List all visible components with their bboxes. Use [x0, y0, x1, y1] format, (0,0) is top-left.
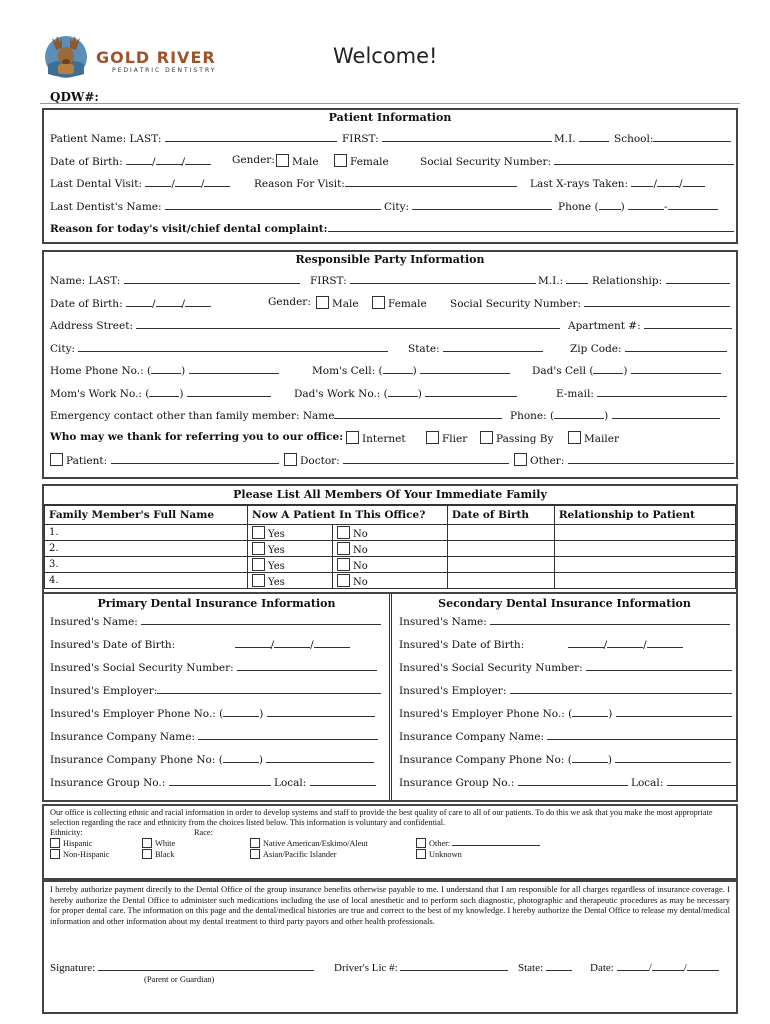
- rp-dob-field[interactable]: Date of Birth: / /: [50, 296, 211, 310]
- qdw-label: QDW#:: [50, 90, 99, 104]
- rp-email-field[interactable]: E-mail:: [556, 386, 727, 400]
- family-section-title: Please List All Members Of Your Immediate Family: [44, 486, 736, 505]
- rp-moms-work-field[interactable]: Mom's Work No.: ( ): [50, 386, 271, 400]
- secondary-company-phone-field[interactable]: Insurance Company Phone No: ( ): [393, 752, 736, 775]
- rp-dads-cell-field[interactable]: Dad's Cell ( ): [532, 363, 721, 377]
- moose-logo-icon: [42, 30, 90, 80]
- responsible-section-title: Responsible Party Information: [295, 253, 485, 266]
- primary-employer-phone-field[interactable]: Insured's Employer Phone No.: ( ): [44, 706, 389, 729]
- rp-dads-work-field[interactable]: Dad's Work No.: ( ): [294, 386, 517, 400]
- native-american-checkbox[interactable]: Native American/Eskimo/Aleut: [250, 838, 368, 848]
- unknown-checkbox[interactable]: Unknown: [416, 849, 462, 859]
- non-hispanic-checkbox[interactable]: Non-Hispanic: [50, 849, 110, 859]
- family-dob-cell[interactable]: [447, 573, 554, 589]
- asian-checkbox[interactable]: Asian/Pacific Islander: [250, 849, 337, 859]
- white-checkbox[interactable]: White: [142, 838, 175, 848]
- patient-ssn-field[interactable]: Social Security Number:: [420, 154, 734, 168]
- table-row: [45, 573, 736, 589]
- family-dob-cell[interactable]: [447, 525, 554, 541]
- referral-label: Who may we thank for referring you to our office:: [50, 430, 344, 443]
- patient-last-visit-field[interactable]: Last Dental Visit: / /: [50, 176, 230, 190]
- family-header-patient: Now A Patient In This Office?: [248, 506, 448, 525]
- rp-home-phone-field[interactable]: Home Phone No.: ( ): [50, 363, 279, 377]
- secondary-ssn-field[interactable]: Insured's Social Security Number:: [393, 660, 736, 683]
- referral-mailer-checkbox[interactable]: Mailer: [568, 431, 619, 445]
- rp-address-field[interactable]: Address Street:: [50, 318, 560, 332]
- primary-company-phone-field[interactable]: Insurance Company Phone No: ( ): [44, 752, 389, 775]
- rp-last-name-field[interactable]: Name: LAST:: [50, 273, 300, 287]
- referral-internet-checkbox[interactable]: Internet: [346, 431, 406, 445]
- sig-date-field[interactable]: Date: / /: [590, 960, 719, 974]
- secondary-name-field[interactable]: Insured's Name:: [393, 614, 736, 637]
- family-section: [42, 484, 738, 594]
- family-relationship-cell[interactable]: [554, 541, 735, 557]
- insurance-section: [42, 594, 738, 802]
- hispanic-checkbox[interactable]: Hispanic: [50, 838, 93, 848]
- table-row: [45, 525, 736, 541]
- rp-relationship-field[interactable]: Relationship:: [592, 273, 730, 287]
- secondary-employer-field[interactable]: Insured's Employer:: [393, 683, 736, 706]
- rp-emergency-field[interactable]: Emergency contact other than family member: Name: [50, 408, 502, 422]
- signature-field[interactable]: Signature:: [50, 960, 314, 974]
- family-table: [44, 505, 736, 589]
- patient-male-checkbox[interactable]: Male: [276, 154, 319, 168]
- referral-other-field[interactable]: Other:: [514, 453, 734, 467]
- family-yes-checkbox[interactable]: Yes: [248, 525, 333, 541]
- referral-passing-checkbox[interactable]: Passing By: [480, 431, 553, 445]
- brand-name: GOLD RIVER: [96, 48, 216, 67]
- family-no-checkbox[interactable]: No: [333, 525, 448, 541]
- family-row-number[interactable]: 4.: [45, 573, 248, 589]
- rp-moms-cell-field[interactable]: Mom's Cell: ( ): [312, 363, 510, 377]
- secondary-dob-field[interactable]: Insured's Date of Birth: / /: [393, 637, 736, 660]
- rp-first-name-field[interactable]: FIRST:: [310, 273, 536, 287]
- family-row-number[interactable]: 3.: [45, 557, 248, 573]
- rp-emergency-phone-field[interactable]: Phone: ( ): [510, 408, 720, 422]
- family-header-relationship: Relationship to Patient: [554, 506, 735, 525]
- rp-apartment-field[interactable]: Apartment #:: [568, 318, 732, 332]
- authorization-text: I hereby authorize payment directly to the Dental Office of the group insurance benefits otherwise payable to me. I understand that I am responsible for all charges regardless of insurance coverage. I hereby authorize the Dental Office to administer such medications including the use of local anesthetic and to perform such diagnostic, photographic and therapeutic procedures as may be necessary for proper dental care. The information on this page and the dental/medical histories are true and correct to the best of my knowledge. I hereby authorize the Dental Office to release my dental/medical information and other information about my dental treatment to third party payors and other health professionals.: [50, 884, 730, 926]
- family-no-checkbox[interactable]: No: [333, 557, 448, 573]
- sig-state-field[interactable]: State:: [518, 960, 572, 974]
- ethnicity-intro: Our office is collecting ethnic and racial information in order to develop systems and staff to provide the best quality of care to all of our patients. To do this we ask that you make the most appropriate selection regarding the race and ethnicity from the choices listed below. This information is voluntary and confidential.: [50, 808, 713, 828]
- patient-xrays-field[interactable]: Last X-rays Taken: / /: [530, 176, 705, 190]
- rp-gender-label: Gender:: [268, 295, 311, 308]
- primary-name-field[interactable]: Insured's Name:: [44, 614, 389, 637]
- patient-mi-field[interactable]: M.I.: [554, 131, 609, 145]
- family-relationship-cell[interactable]: [554, 525, 735, 541]
- family-dob-cell[interactable]: [447, 541, 554, 557]
- primary-insurance-column: [44, 594, 392, 800]
- patient-school-field[interactable]: School:: [614, 131, 731, 145]
- patient-last-dentist-field[interactable]: Last Dentist's Name:: [50, 199, 381, 213]
- patient-reason-visit-field[interactable]: Reason For Visit:: [254, 176, 517, 190]
- patient-dentist-phone-field[interactable]: Phone ( ) -: [558, 199, 718, 213]
- patient-section-title: Patient Information: [328, 111, 452, 124]
- primary-employer-field[interactable]: Insured's Employer:: [44, 683, 389, 706]
- referral-patient-field[interactable]: Patient:: [50, 453, 279, 467]
- patient-gender-label: Gender:: [232, 153, 275, 166]
- family-row-number[interactable]: 2.: [45, 541, 248, 557]
- rp-zip-field[interactable]: Zip Code:: [570, 341, 727, 355]
- family-dob-cell[interactable]: [447, 557, 554, 573]
- primary-group-field[interactable]: Insurance Group No.: Local:: [44, 775, 389, 798]
- family-no-checkbox[interactable]: No: [333, 573, 448, 589]
- patient-section: [42, 108, 738, 244]
- form-header: [0, 0, 770, 108]
- rp-female-checkbox[interactable]: Female: [372, 296, 427, 310]
- drivers-license-field[interactable]: Driver's Lic #:: [334, 960, 508, 974]
- family-row-number[interactable]: 1.: [45, 525, 248, 541]
- patient-female-checkbox[interactable]: Female: [334, 154, 389, 168]
- secondary-insurance-title: Secondary Dental Insurance Information: [438, 597, 691, 610]
- patient-first-name-field[interactable]: FIRST:: [342, 131, 552, 145]
- patient-reason-today-field[interactable]: Reason for today's visit/chief dental complaint:: [50, 221, 734, 235]
- welcome-title: Welcome!: [333, 44, 438, 68]
- family-table-header: [45, 506, 736, 525]
- race-label: Race:: [194, 828, 213, 838]
- family-relationship-cell[interactable]: [554, 557, 735, 573]
- family-header-name: Family Member's Full Name: [45, 506, 248, 525]
- black-checkbox[interactable]: Black: [142, 849, 174, 859]
- primary-ssn-field[interactable]: Insured's Social Security Number:: [44, 660, 389, 683]
- rp-state-field[interactable]: State:: [408, 341, 543, 355]
- primary-dob-field[interactable]: Insured's Date of Birth: / /: [44, 637, 389, 660]
- rp-male-checkbox[interactable]: Male: [316, 296, 359, 310]
- family-relationship-cell[interactable]: [554, 573, 735, 589]
- table-row: [45, 557, 736, 573]
- ethnicity-label: Ethnicity:: [50, 828, 83, 838]
- rp-city-field[interactable]: City:: [50, 341, 388, 355]
- secondary-group-field[interactable]: Insurance Group No.: Local:: [393, 775, 736, 798]
- family-yes-checkbox[interactable]: Yes: [248, 573, 333, 589]
- table-row: [45, 541, 736, 557]
- rp-ssn-field[interactable]: Social Security Number:: [450, 296, 730, 310]
- secondary-company-field[interactable]: Insurance Company Name:: [393, 729, 736, 752]
- family-header-dob: Date of Birth: [447, 506, 554, 525]
- responsible-section: [42, 250, 738, 479]
- patient-last-name-field[interactable]: Patient Name: LAST:: [50, 131, 337, 145]
- parent-guardian-label: (Parent or Guardian): [144, 974, 215, 984]
- referral-doctor-field[interactable]: Doctor:: [284, 453, 509, 467]
- secondary-employer-phone-field[interactable]: Insured's Employer Phone No.: ( ): [393, 706, 736, 729]
- brand-subtitle: PEDIATRIC DENTISTRY: [112, 67, 217, 74]
- authorization-section: [42, 880, 738, 1014]
- family-no-checkbox[interactable]: No: [333, 541, 448, 557]
- family-yes-checkbox[interactable]: Yes: [248, 557, 333, 573]
- family-yes-checkbox[interactable]: Yes: [248, 541, 333, 557]
- referral-flier-checkbox[interactable]: Flier: [426, 431, 467, 445]
- qdw-field[interactable]: [50, 90, 324, 104]
- secondary-insurance-column: [393, 594, 736, 800]
- patient-dentist-city-field[interactable]: City:: [384, 199, 552, 213]
- primary-insurance-title: Primary Dental Insurance Information: [97, 597, 336, 610]
- ethnicity-section: [42, 804, 738, 880]
- other-race-field[interactable]: Other:: [416, 838, 540, 848]
- patient-dob-field[interactable]: Date of Birth: / /: [50, 154, 211, 168]
- rp-mi-field[interactable]: M.I.:: [538, 273, 588, 287]
- primary-company-field[interactable]: Insurance Company Name:: [44, 729, 389, 752]
